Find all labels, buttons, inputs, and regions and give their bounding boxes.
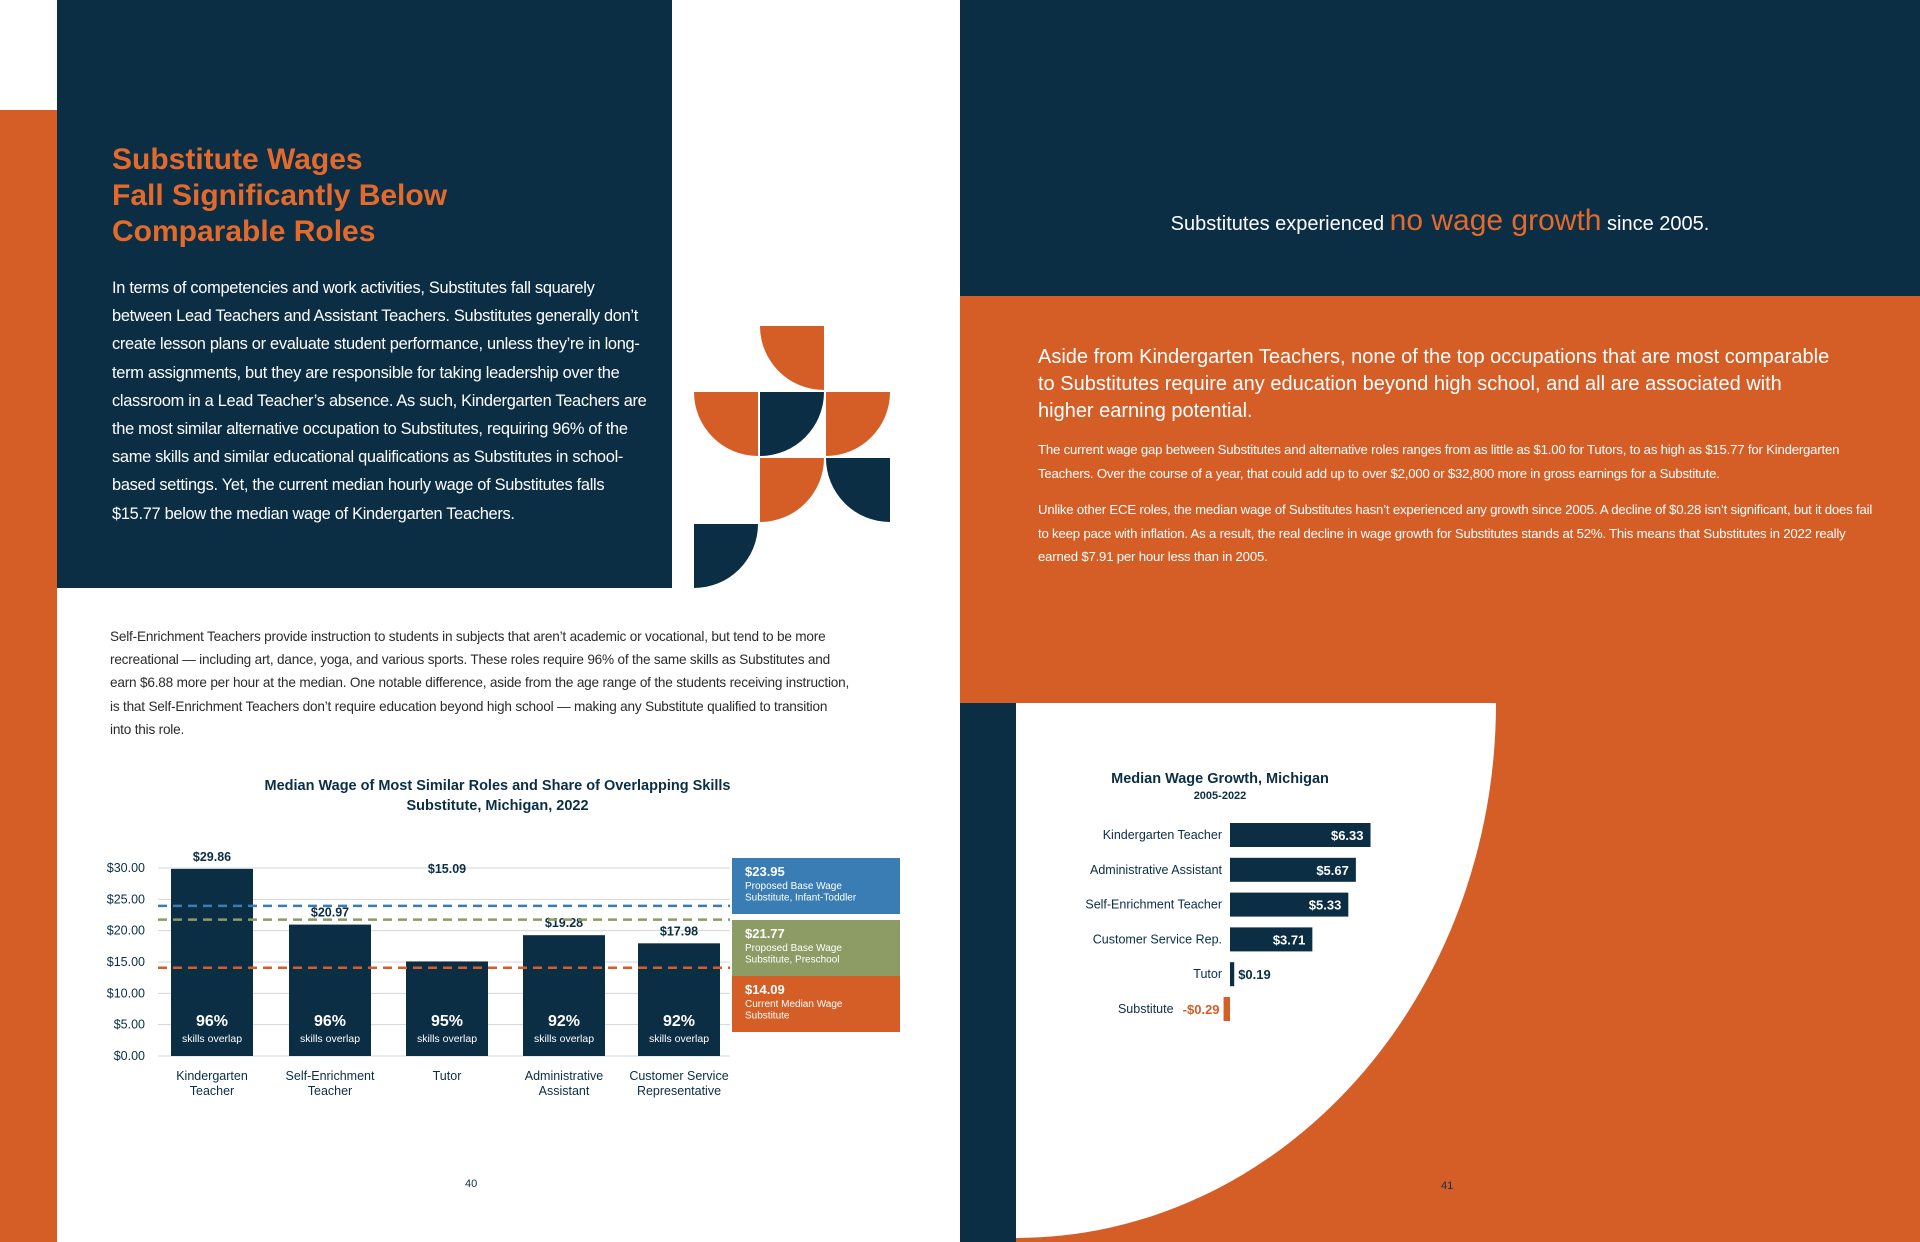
right-header-block — [960, 0, 1920, 296]
bar — [1224, 997, 1230, 1021]
overlap-caption: skills overlap — [181, 1033, 243, 1045]
motif-shape — [826, 392, 890, 456]
reference-desc: Current Median Wage — [745, 999, 843, 1010]
bar-value-label: $29.86 — [192, 849, 232, 864]
title-line: Substitute Wages — [112, 143, 363, 176]
motif-shape — [760, 524, 824, 533]
tagline — [960, 204, 1920, 238]
motif-shape — [760, 326, 824, 390]
y-tick-label: $5.00 — [113, 1017, 145, 1032]
bar-value-label: $19.28 — [544, 916, 584, 931]
chart-title-line: Median Wage of Most Similar Roles and Share of Overlapping Skills — [264, 778, 731, 794]
bar-value-label: -$0.29 — [1182, 1002, 1220, 1017]
reference-desc: Proposed Base Wage — [745, 881, 842, 892]
category-label: Teacher — [307, 1084, 353, 1098]
motif-shape — [694, 392, 758, 456]
geometric-motif-graphic — [692, 324, 898, 590]
y-tick-label: $0.00 — [113, 1049, 145, 1063]
category-label: Teacher — [189, 1084, 235, 1098]
body-paragraph: Unlike other ECE roles, the median wage of Substitutes hasn’t experienced any growth since 2005. A decline of $0.28 isn’t significant, but it does fail to keep pace with inflation. As a result, the real decline in wage growth for Substitutes stands at 52%. This means that Substitutes in 2022 really earned $7.91 per hour less than in 2005. — [1038, 502, 1873, 564]
overlap-caption: skills overlap — [533, 1033, 595, 1045]
tagline-highlight: no wage growth — [1389, 204, 1602, 237]
y-tick-label: $10.00 — [106, 986, 145, 1001]
overlap-percent: 92% — [662, 1013, 696, 1030]
reference-desc: Proposed Base Wage — [745, 943, 842, 954]
page-number: 41 — [1441, 1180, 1454, 1192]
title-line: Comparable Roles — [112, 215, 376, 248]
right-navy-strip — [960, 703, 1016, 1242]
reference-desc: Substitute, Infant-Toddler — [745, 892, 857, 904]
category-label: Administrative Assistant — [1090, 862, 1222, 877]
category-label: Tutor — [1193, 967, 1222, 982]
motif-shape — [694, 524, 758, 588]
reference-value: $14.09 — [745, 982, 785, 997]
category-label: Kindergarten Teacher — [1102, 828, 1222, 842]
lead-paragraph: Aside from Kindergarten Teachers, none of the top occupations that are most comparable to Substitutes require any education beyond high school, and all are associated with higher earning potential. — [1038, 346, 1830, 422]
category-label: Customer Service — [629, 1069, 729, 1083]
bar-value-label: $3.71 — [1272, 932, 1306, 948]
bar-value-label: $20.97 — [310, 905, 350, 920]
intro-paragraph: In terms of competencies and work activities, Substitutes fall squarely between Lead Teachers and Assistant Teachers. Substitutes generally don’t create lesson plans or evaluate student performance, unless they’re in long-term assignments, but they are responsible for taking leadership over the classroom in a Lead Teacher’s absence. As such, Kindergarten Teachers are the most similar alternative occupation to Substitutes, requiring 96% of the same skills and similar educational qualifications as Substitutes in school-based settings. Yet, the current median hourly wage of Substitutes falls $15.77 below the median wage of Kindergarten Teachers. — [112, 279, 647, 523]
overlap-caption: skills overlap — [416, 1033, 478, 1045]
category-label: Substitute — [1117, 1002, 1174, 1016]
motif-shape — [760, 392, 824, 456]
reference-value: $21.77 — [745, 926, 785, 941]
category-label: Self-Enrichment — [285, 1069, 375, 1083]
overlap-caption: skills overlap — [648, 1033, 710, 1045]
overlap-caption: skills overlap — [299, 1033, 361, 1045]
y-tick-label: $30.00 — [106, 861, 145, 875]
page-number: 40 — [465, 1178, 478, 1190]
bar-value-label: $17.98 — [659, 924, 699, 939]
category-label: Administrative — [524, 1069, 604, 1083]
y-tick-label: $15.00 — [106, 955, 145, 969]
category-label: Customer Service Rep. — [1092, 932, 1222, 947]
motif-shape — [826, 458, 890, 522]
category-label: Tutor — [432, 1069, 462, 1083]
body-paragraph: Self-Enrichment Teachers provide instruction to students in subjects that aren’t academic or vocational, but tend to be more recreational — including art, dance, yoga, and various sports. These roles require 96% of the same skills as Substitutes and earn $6.88 more per hour at the median. One notable difference, aside from the age range of the students receiving instruction, is that Self-Enrichment Teachers don’t require education beyond high school — making any Substitute qualified to transition into this role. — [110, 629, 850, 737]
bar — [1230, 962, 1234, 986]
chart-title: Median Wage Growth, Michigan — [1111, 771, 1329, 787]
chart-title — [200, 776, 795, 816]
page-title — [112, 142, 652, 250]
wage-bar-chart — [90, 840, 910, 1110]
bar-value-label: $15.09 — [427, 862, 467, 877]
title-line: Fall Significantly Below — [112, 179, 448, 212]
body-paragraph: The current wage gap between Substitutes and alternative roles ranges from as little as $1.00 for Tutors, to as high as $15.77 for Kindergarten Teachers. Over the course of a year, that could add up to over $2,000 or $32,800 more in gross earnings for a Substitute. — [1038, 442, 1840, 481]
bar-value-label: $0.19 — [1238, 967, 1271, 983]
y-tick-label: $25.00 — [106, 892, 145, 907]
reference-value: $23.95 — [745, 864, 785, 879]
overlap-percent: 95% — [430, 1013, 464, 1030]
category-label: Representative — [636, 1084, 722, 1098]
bar-value-label: $5.33 — [1308, 897, 1342, 913]
tagline-text: Substitutes experienced — [1170, 213, 1390, 235]
reference-desc: Substitute, Preschool — [745, 954, 840, 966]
chart-subtitle: Substitute, Michigan, 2022 — [406, 798, 589, 814]
category-label: Kindergarten — [176, 1069, 248, 1083]
left-orange-strip — [0, 110, 57, 1242]
bar-value-label: $6.33 — [1330, 828, 1364, 843]
motif-shape — [760, 458, 824, 522]
bar-value-label: $5.67 — [1316, 862, 1349, 878]
category-label: Self-Enrichment Teacher — [1085, 897, 1222, 912]
wage-growth-chart — [1040, 815, 1400, 1035]
overlap-percent: 96% — [313, 1013, 347, 1030]
chart-subtitle: 2005-2022 — [1193, 790, 1247, 802]
category-label: Assistant — [538, 1084, 590, 1098]
tagline-text: since 2005. — [1601, 213, 1710, 235]
reference-desc: Substitute — [745, 1010, 790, 1022]
y-tick-label: $20.00 — [106, 923, 145, 938]
overlap-percent: 92% — [547, 1013, 581, 1030]
overlap-percent: 96% — [195, 1013, 229, 1030]
